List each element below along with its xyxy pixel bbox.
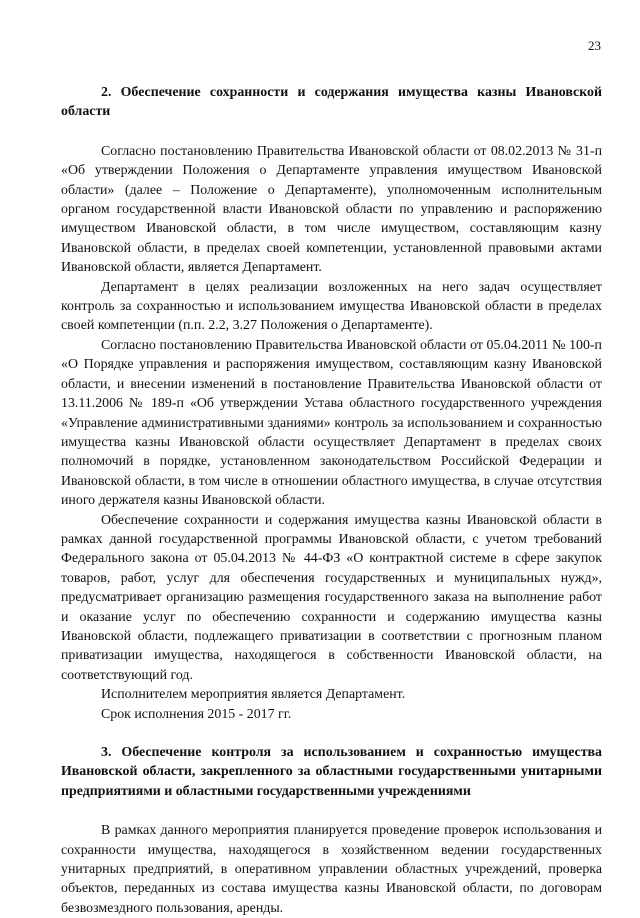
section-3-paragraph-1: В рамках данного мероприятия планируется проведение проверок использования и сохранности имущества, находящегося в хозяйственном ведении государственных унитарных предприятий, в оперативном управлении областных учреждений, проверка объектов, переданных из состава имущества казны Ивановской области, по договорам безвозмездного пользования, аренды. <box>61 823 602 916</box>
section-2-paragraph-2: Департамент в целях реализации возложенных на него задач осуществляет контроль за сохранностью и использованием имущества Ивановской области в пределах своей компетенции (п.п. 2.2, 3.27 Положения о Департаменте). <box>61 279 602 334</box>
document-body <box>61 83 602 918</box>
section-2-heading: 2. Обеспечение сохранности и содержания имущества казны Ивановской области <box>61 85 602 120</box>
section-2-paragraph-6: Срок исполнения 2015 - 2017 гг. <box>101 706 292 722</box>
section-3-heading: 3. Обеспечение контроля за использованием и сохранностью имущества Ивановской области, закрепленного за областными государственными унитарными предприятиями и областными государственными учреждениями <box>61 745 602 799</box>
section-2-paragraph-5: Исполнителем мероприятия является Департамент. <box>101 687 406 703</box>
section-2-paragraph-4: Обеспечение сохранности и содержания имущества казны Ивановской области в рамках данной государственной программы Ивановской области, с учетом требований Федерального закона от 05.04.2013 № 44-ФЗ «О контрактной системе в сфере закупок товаров, работ, услуг для обеспечения государственных и муниципальных нужд», предусматривает организацию размещения государственного заказа на выполнение работ и оказание услуг по обеспечению сохранности и содержанию имущества казны Ивановской области, подлежащего приватизации в соответствии с прогнозным планом приватизации имущества, находящегося в собственности Ивановской области, на соответствующий год. <box>61 512 602 683</box>
page-number: 23 <box>588 38 601 53</box>
section-2-paragraph-1: Согласно постановлению Правительства Ивановской области от 08.02.2013 № 31-п «Об утверждении Положения о Департаменте управления имуществом Ивановской области» (далее – Положение о Департаменте), уполномоченным исполнительным органом государственной власти Ивановской области по управлению и распоряжению имуществом Ивановской области, в том числе имуществом, составляющим казну Ивановской области, в пределах своей компетенции, установленной правовыми актами Ивановской области, является Департамент. <box>61 143 602 276</box>
section-2-paragraph-3: Согласно постановлению Правительства Ивановской области от 05.04.2011 № 100-п «О Порядке управления и распоряжения имуществом, составляющим казну Ивановской области, и внесении изменений в постановление Правительства Ивановской области от 13.11.2006 № 189-п «Об утверждении Устава областного государственного учреждения «Управление административными зданиями» контроль за использованием и сохранностью имущества казны Ивановской области осуществляет Департамент в пределах своих полномочий в порядке, установленном законодательством Российской Федерации и Ивановской области, в том числе в отношении областного имущества, в случае отсутствия иного держателя казны Ивановской области. <box>61 337 602 509</box>
